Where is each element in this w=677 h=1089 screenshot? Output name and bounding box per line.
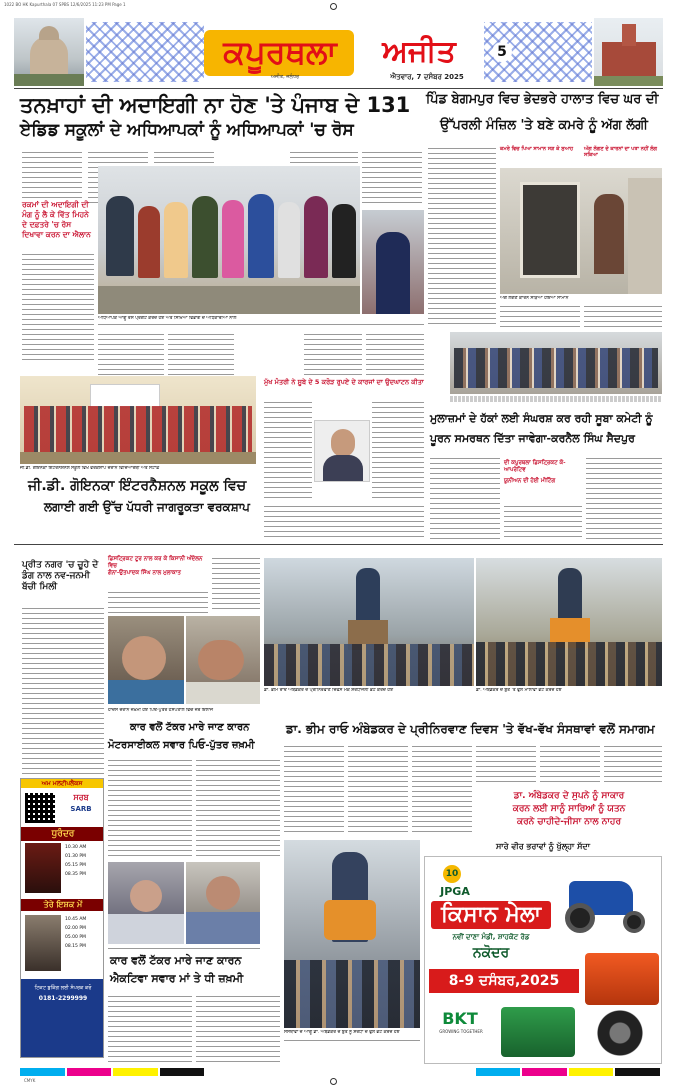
kisan-sponsor-tag: GROWING TOGETHER — [439, 1029, 483, 1034]
employees-headline-line-1: ਮੁਲਾਜ਼ਮਾਂ ਦੇ ਹੱਕਾਂ ਲਈ ਸੰਘਰਸ਼ ਕਰ ਰਹੀ ਸੂਬਾ ਕਮੇਟੀ ਨੂੰ — [430, 412, 653, 425]
kisan-mela-ad — [424, 856, 662, 1064]
center-red-box — [108, 556, 208, 586]
ambedkar-story-col-6 — [604, 744, 662, 784]
cinema-qr-icon — [25, 793, 55, 823]
fire-red-box-1: ਕਮਰੇ ਵਿਚ ਪਿਆ ਸਾਮਾਨ ਸੜ ਕੇ ਸੁਆਹ — [500, 146, 574, 152]
scooter-story-col-2 — [196, 994, 280, 1066]
fire-photo-caption: ਅੱਗ ਲੱਗਣ ਕਾਰਨ ਸੜਿਆ ਹੋਇਆ ਸਾਮਾਨ — [500, 296, 569, 301]
masthead-left-photo — [14, 18, 84, 86]
bike-photo-caption: ਹਾਦਸੇ ਦੌਰਾਨ ਜ਼ਖ਼ਮੀ ਹੋਏ ਪਿਓ-ਪੁੱਤਰ ਹਸਪਤਾਲ ਵਿਚ ਜ਼ੇਰੇ ਇਲਾਜ — [108, 708, 214, 713]
ambedkar-photo-2 — [476, 558, 662, 686]
center-red-box-line-1: ਡਿਸਟ੍ਰਿਕਟ ਟੂਰ ਨਾਲ ਕਰ ਕੇ ਕਿਸਾਨੀ ਅੰਦੋਲਨ ਵਿਚ — [108, 556, 203, 569]
teachers-photo-caption-line2 — [98, 322, 424, 327]
movie-1-title: ਧੁਰੰਦਰ — [21, 827, 104, 841]
main-story-text-col-8 — [304, 332, 362, 376]
school-story-text — [264, 504, 424, 540]
masthead — [14, 18, 663, 86]
movie-2-showtimes — [65, 915, 103, 951]
kisan-brand: JPGA — [440, 885, 470, 898]
kisan-machine-image — [501, 1007, 575, 1057]
main-headline-line-1: ਤਨਖ਼ਾਹਾਂ ਦੀ ਅਦਾਇਗੀ ਨਾ ਹੋਣ 'ਤੇ ਪੰਜਾਬ ਦੇ 131 — [20, 93, 411, 117]
center-red-box-line-2: ਗੰਨਾ-ਉਤਪਾਦਕ ਸਿੰਘ ਨਾਲ ਮੁਲਾਕਾਤ — [108, 570, 181, 576]
fire-headline-line-2: ਉੱਪਰਲੀ ਮੰਜ਼ਿਲ 'ਤੇ ਬਣੇ ਕਮਰੇ ਨੂੰ ਅੱਗ ਲੱਗੀ — [440, 118, 648, 133]
kisan-mela-top-text: ਸਾਰੇ ਵੀਰ ਭਰਾਵਾਂ ਨੂੰ ਖੁੱਲ੍ਹਾ ਸੱਦਾ — [495, 842, 591, 851]
scooter-photo-caption — [108, 946, 260, 951]
movie-2-title: ਤੇਰੇ ਇਸ਼ਕ ਮੇਂ — [21, 899, 104, 911]
city-name: ਕਪੂਰਥਲਾ — [223, 33, 337, 71]
ambedkar-caption-left: ਡਾ. ਭੀਮ ਰਾਓ ਅੰਬੇਡਕਰ ਦੇ ਪ੍ਰੀਨਿਰਵਾਣ ਦਿਵਸ ਮੌਕੇ ਸ਼ਰਧਾਂਜਲੀ ਭੇਟ ਕਰਦੇ ਹੋਏ — [264, 688, 394, 693]
kisan-venue: ਨਵੀਂ ਦਾਣਾ ਮੰਡੀ, ਸ਼ਾਹਕੋਟ ਰੋਡ — [452, 933, 530, 941]
main-story-text-col-5 — [362, 150, 422, 206]
bike-story-col-2 — [196, 758, 280, 858]
showtime: 10.30 AM — [65, 845, 87, 850]
main-story-text-col-1 — [22, 150, 82, 198]
ambedkar-story-col-3 — [412, 744, 472, 836]
center-red-headline: ਮੁੱਖ ਮੰਤਰੀ ਨੇ ਸੂਬੇ ਦੇ 5 ਕਰੋੜ ਰੁਪਏ ਦੇ ਕਾਰਜਾਂ ਦਾ ਉਦਘਾਟਨ ਕੀਤਾ — [264, 378, 424, 386]
ambedkar-story-col-5 — [540, 744, 600, 784]
print-slug: 1022 BO HK Kapurthala 07 SPBS 12/6/2025 11:23 PM Page 1 — [4, 2, 126, 7]
registration-mark-bottom-icon — [330, 1078, 337, 1085]
masthead-rule — [14, 88, 663, 89]
color-bar-label: CMYK — [24, 1078, 36, 1083]
ambedkar-story-col-2 — [348, 744, 408, 836]
fire-headline-line-1: ਪਿੰਡ ਬੇਗਮਪੁਰ ਵਿਚ ਭੇਦਭਰੇ ਹਾਲਾਤ ਵਿਚ ਘਰ ਦੀ — [426, 92, 659, 107]
school-headline-line-2: ਲਗਾਈ ਗਈ ਉੱਚ ਪੱਧਰੀ ਜਾਗਰੂਕਤਾ ਵਰਕਸ਼ਾਪ — [44, 500, 250, 514]
kisan-tractor-image — [563, 867, 659, 937]
employees-group-photo — [450, 332, 662, 394]
injured-photo-left — [108, 616, 184, 704]
kisan-dates: 8-9 ਦਸੰਬਰ,2025 — [429, 969, 579, 993]
school-headline-line-1: ਜੀ.ਡੀ. ਗੋਇਨਕਾ ਇੰਟਰਨੈਸ਼ਨਲ ਸਕੂਲ ਵਿਚ — [28, 478, 247, 494]
ambedkar-bottom-caption: ਸੰਸਥਾਵਾਂ ਦੇ ਆਗੂ ਡਾ. ਅੰਬੇਡਕਰ ਦੇ ਬੁੱਤ ਨੂੰ ਸ਼ਰਧਾ ਦੇ ਫੁੱਲ ਭੇਟ ਕਰਦੇ ਹੋਏ — [284, 1030, 400, 1035]
ambedkar-photo-1 — [264, 558, 474, 686]
showtime: 05.15 PM — [65, 863, 86, 868]
center-box-text — [212, 556, 260, 612]
kisan-edition-badge: 10 — [443, 865, 461, 883]
issue-date: ਐਤਵਾਰ, 7 ਦਸੰਬਰ 2025 — [390, 73, 464, 81]
bike-headline-line-2: ਮੋਟਰਸਾਈਕਲ ਸਵਾਰ ਪਿਓ-ਪੁੱਤਰ ਜ਼ਖ਼ਮੀ — [108, 740, 255, 751]
fire-story-col-2 — [500, 304, 580, 328]
center-story-col-1 — [264, 400, 312, 500]
employees-story-col-2 — [504, 504, 582, 540]
color-bar — [20, 1068, 660, 1076]
page-number: 5 — [492, 42, 512, 62]
fire-story-col-1 — [428, 146, 496, 326]
preet-story-col — [22, 606, 104, 776]
fire-red-box-2: ਅੱਗ ਲੱਗਣ ਦੇ ਕਾਰਨਾਂ ਦਾ ਪਤਾ ਨਹੀਂ ਲੱਗ ਸਕਿਆ — [584, 146, 658, 158]
cinema-footer-text: ਟਿਕਟ ਬੁਕਿੰਗ ਲਈ ਸੰਪਰਕ ਕਰੋ — [34, 985, 92, 991]
cinema-logo: ਸਰਬ — [73, 793, 89, 802]
cinema-title: ਅਮ ਮਲਟੀਪਲੈਕਸ — [21, 779, 103, 788]
showtime: 10.45 AM — [65, 917, 87, 922]
employees-red-box-line-2: ਯੂਨੀਅਨ ਦੀ ਹੋਈ ਮੀਟਿੰਗ — [504, 478, 556, 484]
kisan-sponsor: BKT — [442, 1009, 478, 1028]
cinema-phone: 0181-2299999 — [38, 995, 88, 1002]
main-story-text-col-9 — [366, 332, 424, 376]
movie-2-poster — [25, 915, 61, 971]
kisan-city: ਨਕੋਦਰ — [472, 945, 510, 961]
quote-line-3: ਕਰਨੇ ਚਾਹੀਦੇ-ਜੀਸਾ ਨਾਲ ਨਾਹਰ — [516, 817, 622, 827]
fire-damage-photo — [500, 168, 662, 294]
quote-line-1: ਡਾ. ਅੰਬੇਡਕਰ ਦੇ ਸੁਪਨੇ ਨੂੰ ਸਾਕਾਰ — [513, 791, 625, 801]
ambedkar-story-col-4 — [476, 744, 536, 784]
bike-story-col-1 — [108, 758, 192, 858]
quote-line-2: ਕਰਨ ਲਈ ਸਾਨੂੰ ਸਾਰਿਆਂ ਨੂੰ ਯਤਨ — [512, 804, 626, 814]
showtime: 08.15 PM — [65, 944, 86, 949]
cinema-ad — [20, 778, 104, 1058]
center-story-col-2 — [372, 400, 424, 500]
cinema-logo-latin: SARB — [70, 805, 92, 813]
school-workshop-photo — [20, 376, 256, 464]
employees-headline-line-2: ਪੂਰਨ ਸਮਰਥਨ ਦਿੱਤਾ ਜਾਵੇਗਾ-ਕਰਨੈਲ ਸਿੰਘ ਸੈਦਪੁਰ — [430, 432, 635, 445]
kisan-title: ਕਿਸਾਨ ਮੇਲਾ — [431, 901, 551, 929]
scooter-story-col-1 — [108, 994, 192, 1066]
masthead-right-photo — [594, 18, 663, 86]
scooter-injured-photo-right — [186, 862, 260, 944]
injured-photo-right — [186, 616, 260, 704]
ambedkar-caption-right: ਡਾ. ਅੰਬੇਡਕਰ ਦੇ ਬੁੱਤ 'ਤੇ ਫੁੱਲ ਮਾਲਾਵਾਂ ਭੇਟ ਕਰਦੇ ਹੋਏ — [476, 688, 562, 693]
showtime: 05.00 PM — [65, 935, 86, 940]
paper-name: ਅਜੀਤ — [382, 34, 456, 69]
ambedkar-quote-box — [476, 790, 662, 834]
ambedkar-bottom-caption-line2 — [284, 1038, 420, 1043]
pull-quote: ਰਕਮਾਂ ਦੀ ਅਦਾਇਗੀ ਦੀ ਮੰਗ ਨੂੰ ਲੈ ਕੇ ਵਿੱਤ ਮਿਹਨੇ ਦੇ ਦਫ਼ਤਰੇ 'ਚ ਰੋਸ ਦਿਖਾਵਾ ਕਰਨ ਦਾ ਐਲਾਨ — [22, 200, 91, 239]
scooter-headline-line-2: ਐਕਟਿਵਾ ਸਵਾਰ ਮਾਂ ਤੇ ਧੀ ਜ਼ਖ਼ਮੀ — [110, 972, 244, 985]
movie-1-showtimes — [65, 843, 103, 879]
kisan-tyre-image — [585, 1009, 655, 1057]
registration-mark-icon — [330, 3, 337, 10]
bike-story-text-upper — [108, 590, 208, 614]
ambedkar-headline: ਡਾ. ਭੀਮ ਰਾਓ ਅੰਬੇਡਕਰ ਦੇ ਪ੍ਰੀਨਿਰਵਾਣ ਦਿਵਸ 'ਤੇ ਵੱਖ-ਵੱਖ ਸੰਸਥਾਵਾਂ ਵਲੋਂ ਸਮਾਗਮ — [286, 722, 655, 736]
bike-headline-line-1: ਕਾਰ ਵਲੋਂ ਟੱਕਰ ਮਾਰੇ ਜਾਣ ਕਾਰਨ — [130, 722, 250, 733]
employees-red-box — [504, 460, 582, 500]
politician-portrait — [314, 420, 370, 482]
showtime: 01.30 PM — [65, 854, 86, 859]
main-headline-line-2: ਏਡਿਡ ਸਕੂਲਾਂ ਦੇ ਅਧਿਆਪਕਾਂ ਨੂੰ ਅਧਿਆਪਕਾਂ 'ਚ ਰੋਸ — [20, 120, 354, 140]
teachers-protest-photo — [98, 166, 360, 314]
fire-story-col-3 — [584, 304, 662, 328]
masthead-subtitle: ਅਜੀਤ, ਜਲੰਧਰ — [270, 74, 300, 80]
kisan-implement-image — [585, 953, 659, 1005]
ambedkar-photo-3 — [284, 840, 420, 1028]
main-story-text-col-6 — [98, 332, 164, 376]
preet-headline: ਪ੍ਰੀਤ ਨਗਰ 'ਚ ਚੂਹੇ ਦੇ ਡੰਗ ਨਾਲ ਨਵ-ਜਨਮੀ ਬੱਚੀ ਮਿਲੀ — [22, 560, 99, 592]
teachers-photo-caption: ਅਧਿਆਪਕ ਆਗੂ ਰੋਸ ਪ੍ਰਗਟ ਕਰਦੇ ਹੋਏ ਅਤੇ ਸਿੱਖਿਆ ਵਿਭਾਗ ਦੇ ਅਧਿਕਾਰੀਆਂ ਨਾਲ — [98, 316, 237, 321]
school-photo-caption: ਜੀ.ਡੀ. ਗੋਇਨਕਾ ਇੰਟਰਨੈਸ਼ਨਲ ਸਕੂਲ ਵਿਖੇ ਵਰਕਸ਼ਾਪ ਦੌਰਾਨ ਵਿਦਿਆਰਥੀ ਅਤੇ ਸਟਾਫ਼ — [20, 466, 160, 471]
masthead-pattern-left — [86, 22, 204, 82]
showtime: 08.35 PM — [65, 872, 86, 877]
cinema-footer — [21, 979, 104, 1057]
scooter-injured-photo-left — [108, 862, 184, 944]
scooter-headline-line-1: ਕਾਰ ਵਲੋਂ ਟੱਕਰ ਮਾਰੇ ਜਾਣ ਕਾਰਨ — [110, 954, 242, 967]
employees-story-col-3 — [586, 456, 662, 540]
teacher-inset-photo — [362, 210, 424, 314]
section-rule — [14, 544, 663, 545]
employees-red-box-line-1: ਦੀ ਕਪੂਰਥਲਾ ਡਿਸਟ੍ਰਿਕਟ ਕੋ-ਆਪਰੇਟਿਵ — [504, 460, 566, 473]
left-text-block — [22, 252, 94, 364]
main-story-text-col-7 — [168, 332, 234, 376]
ambedkar-story-col-1 — [284, 744, 344, 836]
employees-story-col-1 — [430, 456, 500, 540]
showtime: 02.00 PM — [65, 926, 86, 931]
employees-photo-caption — [450, 396, 662, 402]
movie-1-poster — [25, 843, 61, 893]
